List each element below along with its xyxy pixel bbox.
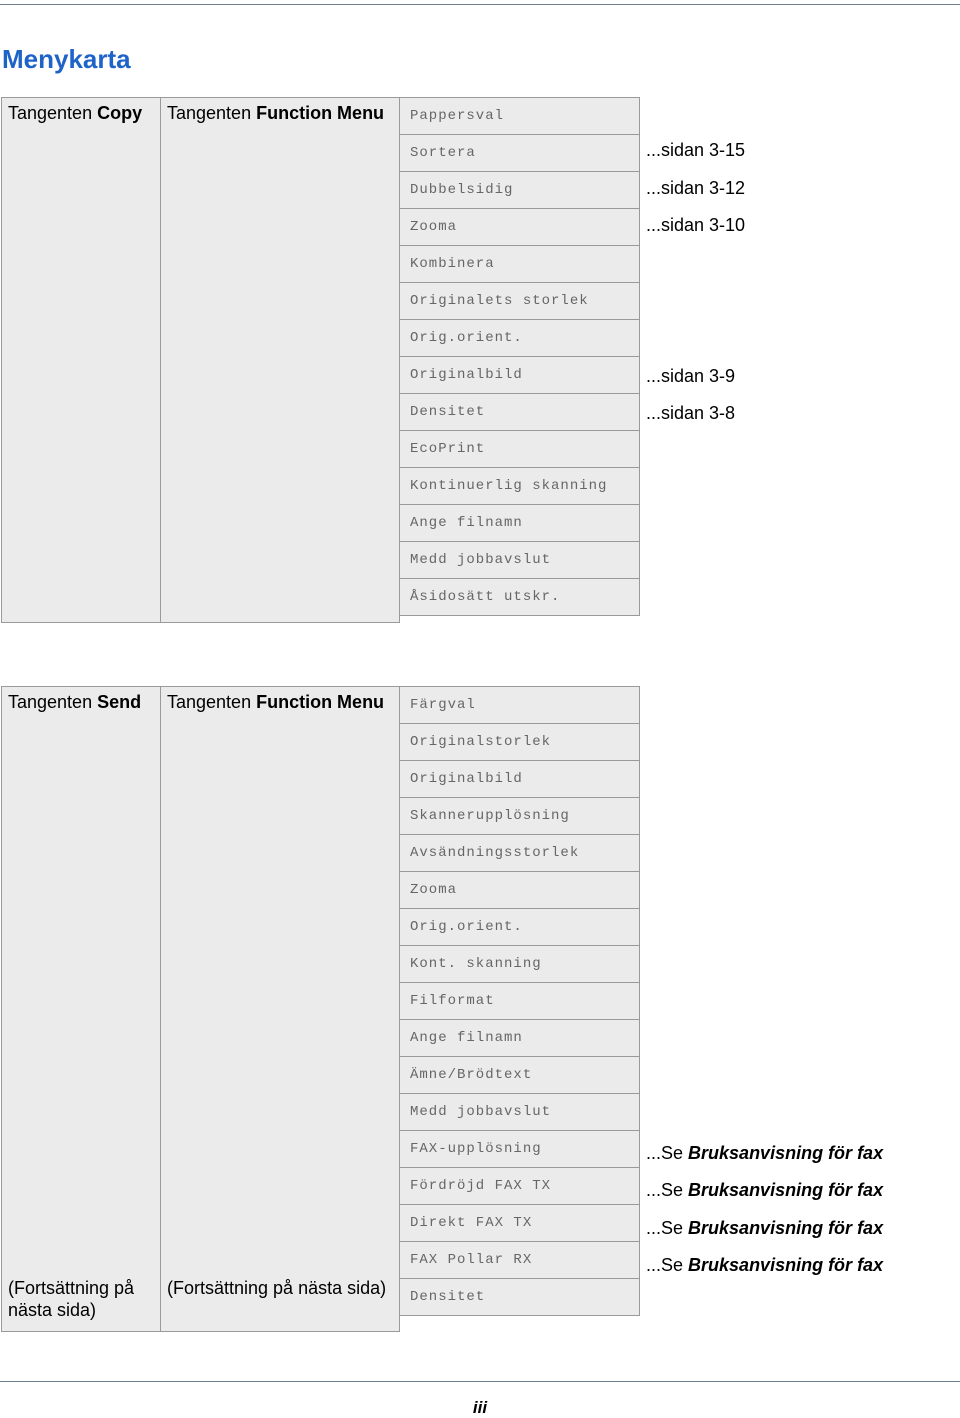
page-ref-originalbild[interactable]: ...sidan 3-9 [646,366,736,386]
menu-item[interactable]: Kont. skanning [399,945,640,982]
menu-item[interactable]: Ämne/Brödtext [399,1056,640,1093]
menu-item[interactable]: FAX Pollar RX [399,1241,640,1278]
menu-item[interactable]: Kombinera [399,245,640,282]
page-number: iii [472,1398,488,1417]
fax-guide-ref[interactable]: ...Se Bruksanvisning för fax [646,1255,884,1275]
menu-item[interactable]: Orig.orient. [399,908,640,945]
menu-item[interactable]: Originalbild [399,356,640,393]
menu-item[interactable]: Densitet [399,1278,640,1316]
menu-item[interactable]: Densitet [399,393,640,430]
continued-note: (Fortsättning på nästa sida) [8,1278,135,1320]
fax-guide-ref[interactable]: ...Se Bruksanvisning för fax [646,1218,884,1238]
copy-key-column [1,97,161,623]
menu-item[interactable]: Originalbild [399,760,640,797]
page-ref-densitet[interactable]: ...sidan 3-8 [646,403,736,423]
menu-item[interactable]: Originalets storlek [399,282,640,319]
menu-item[interactable]: Avsändningsstorlek [399,834,640,871]
menu-item[interactable]: Dubbelsidig [399,171,640,208]
top-rule [0,4,960,5]
menu-item[interactable]: Zooma [399,208,640,245]
menu-item[interactable]: FAX-upplösning [399,1130,640,1167]
menu-item[interactable]: Kontinuerlig skanning [399,467,640,504]
copy-menu-list [399,97,640,616]
menu-item[interactable]: Medd jobbavslut [399,541,640,578]
page-ref-zooma[interactable]: ...sidan 3-10 [646,215,746,235]
send-key-column [1,686,161,1332]
send-menu-list [399,686,640,1316]
send-function-menu-column [160,686,400,1332]
menu-item[interactable]: Sortera [399,134,640,171]
page-ref-sortera[interactable]: ...sidan 3-15 [646,140,746,160]
copy-key-label: Tangenten Copy [8,103,143,123]
fax-guide-ref[interactable]: ...Se Bruksanvisning för fax [646,1143,884,1163]
page-ref-dubbelsidig[interactable]: ...sidan 3-12 [646,178,746,198]
menu-item[interactable]: Medd jobbavslut [399,1093,640,1130]
menu-item[interactable]: Ange filnamn [399,1019,640,1056]
menu-item[interactable]: Fördröjd FAX TX [399,1167,640,1204]
menu-item[interactable]: Färgval [399,686,640,723]
menu-item[interactable]: Orig.orient. [399,319,640,356]
menu-item[interactable]: Filformat [399,982,640,1019]
fax-guide-ref[interactable]: ...Se Bruksanvisning för fax [646,1180,884,1200]
menu-item[interactable]: Zooma [399,871,640,908]
menu-item[interactable]: EcoPrint [399,430,640,467]
menu-item[interactable]: Åsidosätt utskr. [399,578,640,616]
copy-function-menu-column [160,97,400,623]
menu-item[interactable]: Pappersval [399,97,640,134]
copy-function-menu-label: Tangenten Function Menu [167,103,385,123]
menu-item[interactable]: Originalstorlek [399,723,640,760]
bottom-rule [0,1381,960,1382]
send-key-label: Tangenten Send [8,692,142,712]
send-function-menu-label: Tangenten Function Menu [167,692,385,712]
menu-item[interactable]: Ange filnamn [399,504,640,541]
continued-note: (Fortsättning på nästa sida) [167,1278,387,1298]
page-title: Menykarta [2,44,131,74]
menu-item[interactable]: Direkt FAX TX [399,1204,640,1241]
menu-item[interactable]: Skannerupplösning [399,797,640,834]
